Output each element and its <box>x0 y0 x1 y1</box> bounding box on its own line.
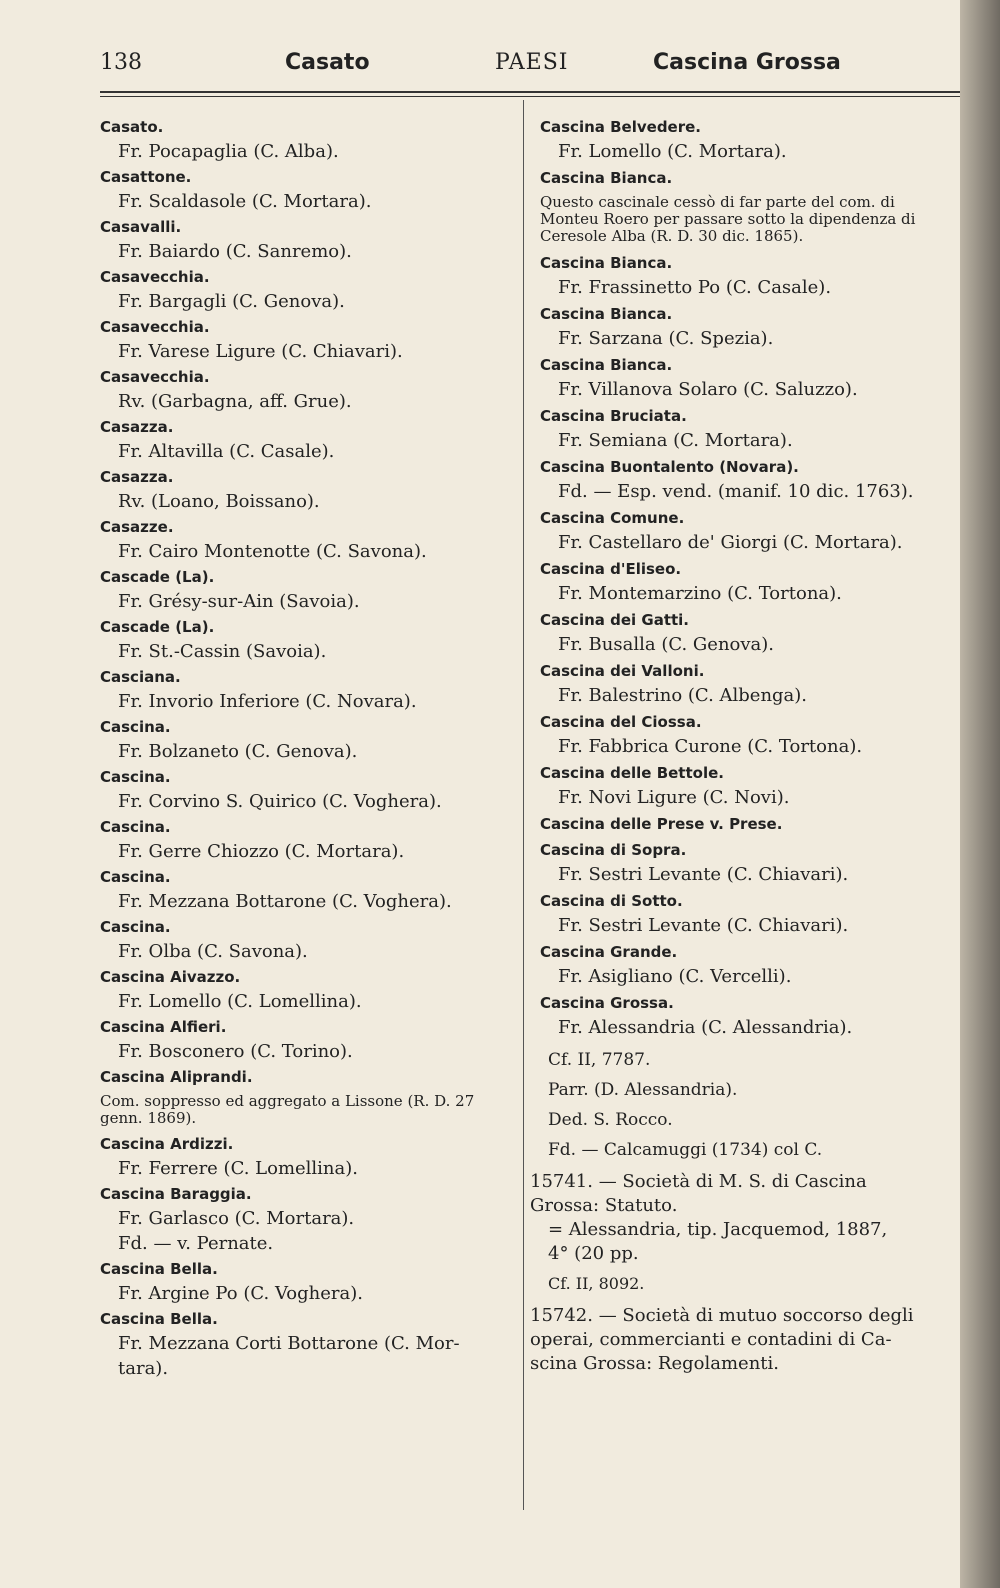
entry-line: Fr. Villanova Solaro (C. Saluzzo). <box>558 379 858 400</box>
entry-heading: Casattone. <box>100 168 192 186</box>
entry-heading: Cascina Bruciata. <box>540 407 687 425</box>
entry-line: Rv. (Loano, Boissano). <box>118 491 320 512</box>
entry-line: Fd. — v. Pernate. <box>118 1233 274 1254</box>
gazetteer-entry <box>90 215 510 264</box>
gazetteer-entry <box>530 251 950 300</box>
entry-heading: Cascina dei Valloni. <box>540 662 705 680</box>
entry-line: Fr. Olba (C. Savona). <box>118 941 308 962</box>
entry-heading: Casato. <box>100 118 164 136</box>
entry-heading: Cascina Grande. <box>540 943 678 961</box>
entry-line: Fr. Argine Po (C. Voghera). <box>118 1283 363 1304</box>
dedication-line: Ded. S. Rocco. <box>548 1110 673 1130</box>
gazetteer-entry <box>530 812 950 836</box>
page-number: 138 <box>100 50 142 75</box>
page-edge-shadow <box>960 0 1000 1588</box>
entry-line: Fr. Altavilla (C. Casale). <box>118 441 335 462</box>
entry-heading: Cascina Buontalento (Novara). <box>540 458 799 476</box>
entry-heading: Cascina Baraggia. <box>100 1185 252 1203</box>
entry-heading: Casazza. <box>100 468 174 486</box>
citation-line: 15741. — Società di M. S. di Cascina <box>530 1171 867 1192</box>
entry-line: Fr. Sestri Levante (C. Chiavari). <box>558 864 849 885</box>
gazetteer-entry <box>90 565 510 614</box>
gazetteer-entry <box>90 815 510 864</box>
gazetteer-entry <box>90 615 510 664</box>
entry-heading: Casazza. <box>100 418 174 436</box>
entry-heading: Cascina delle Bettole. <box>540 764 724 782</box>
entry-line: Fr. Sestri Levante (C. Chiavari). <box>558 915 849 936</box>
entry-line: Fr. Scaldasole (C. Mortara). <box>118 191 372 212</box>
entry-line: Fr. Novi Ligure (C. Novi). <box>558 787 790 808</box>
gazetteer-entry <box>90 665 510 714</box>
gazetteer-entry <box>530 761 950 810</box>
entry-line: Fr. Fabbrica Curone (C. Tortona). <box>558 736 863 757</box>
entry-heading: Casavecchia. <box>100 268 210 286</box>
bibliographic-citation <box>530 1296 950 1376</box>
entry-heading: Cascina. <box>100 718 171 736</box>
column-divider <box>523 100 524 1510</box>
gazetteer-entry <box>530 302 950 351</box>
entry-heading: Cascina Alfieri. <box>100 1018 227 1036</box>
gazetteer-entry <box>90 115 510 164</box>
gazetteer-entry <box>530 838 950 887</box>
entry-line: Fr. Mezzana Corti Bottarone (C. Mor- <box>118 1333 460 1354</box>
entry-line: Fr. Asigliano (C. Vercelli). <box>558 966 792 987</box>
entry-heading: Cascina di Sopra. <box>540 841 687 859</box>
gazetteer-entry <box>90 1307 510 1381</box>
entry-line: Fr. Cairo Montenotte (C. Savona). <box>118 541 427 562</box>
entry-heading: Cascina Bianca. <box>540 356 673 374</box>
gazetteer-entry <box>90 915 510 964</box>
gazetteer-entry <box>530 940 950 989</box>
gazetteer-entry <box>90 165 510 214</box>
entry-heading: Cascade (La). <box>100 568 215 586</box>
entry-line: Fr. Castellaro de' Giorgi (C. Mortara). <box>558 532 903 553</box>
entry-line: Fr. Lomello (C. Lomellina). <box>118 991 362 1012</box>
parish-line: Parr. (D. Alessandria). <box>548 1080 738 1100</box>
header-rule-thin <box>100 96 960 97</box>
entry-line: Fr. Lomello (C. Mortara). <box>558 141 787 162</box>
entry-heading: Cascina d'Eliseo. <box>540 560 682 578</box>
entry-line: Fr. Garlasco (C. Mortara). <box>118 1208 355 1229</box>
entry-heading: Cascina Aliprandi. <box>100 1068 253 1086</box>
entry-line: Fr. Bosconero (C. Torino). <box>118 1041 353 1062</box>
entry-line: Fr. Corvino S. Quirico (C. Voghera). <box>118 791 442 812</box>
entry-line: Fr. Mezzana Bottarone (C. Voghera). <box>118 891 452 912</box>
entry-heading: Cascina Comune. <box>540 509 685 527</box>
header-rule <box>100 91 960 93</box>
entry-heading: Cascina del Ciossa. <box>540 713 702 731</box>
citation-line: scina Grossa: Regolamenti. <box>530 1353 780 1374</box>
entry-line: Fr. Baiardo (C. Sanremo). <box>118 241 352 262</box>
entry-line: Fr. Bargagli (C. Genova). <box>118 291 345 312</box>
entry-heading: Cascina Grossa. <box>540 994 674 1012</box>
gazetteer-entry <box>530 991 950 1040</box>
entry-heading: Cascina. <box>100 768 171 786</box>
entry-heading: Casavalli. <box>100 218 182 236</box>
cross-reference: Cf. II, 7787. <box>548 1050 651 1070</box>
entry-heading: Cascina Ardizzi. <box>100 1135 234 1153</box>
entry-heading: Cascade (La). <box>100 618 215 636</box>
header-center-word: PAESI <box>495 50 569 75</box>
gazetteer-entry <box>90 515 510 564</box>
entry-line: Fr. Varese Ligure (C. Chiavari). <box>118 341 403 362</box>
gazetteer-entry <box>530 115 950 164</box>
gazetteer-entry <box>90 715 510 764</box>
gazetteer-entry <box>90 1257 510 1306</box>
gazetteer-entry <box>530 353 950 402</box>
gazetteer-entry <box>90 865 510 914</box>
entry-heading: Cascina Bella. <box>100 1260 218 1278</box>
entry-heading: Casavecchia. <box>100 318 210 336</box>
entry-heading: Cascina Bella. <box>100 1310 218 1328</box>
entry-heading: Cascina Belvedere. <box>540 118 701 136</box>
entry-line: Fr. Montemarzino (C. Tortona). <box>558 583 842 604</box>
entry-line: Fr. Gerre Chiozzo (C. Mortara). <box>118 841 405 862</box>
gazetteer-entry <box>90 1132 510 1181</box>
entry-heading: Cascina delle Prese v. Prese. <box>540 815 783 833</box>
entry-heading: Casavecchia. <box>100 368 210 386</box>
entry-line: tara). <box>118 1358 169 1379</box>
entry-heading: Cascina. <box>100 868 171 886</box>
gazetteer-entry <box>530 166 950 249</box>
gazetteer-entry <box>90 365 510 414</box>
right-column <box>530 115 950 1376</box>
gazetteer-entry <box>530 506 950 555</box>
gazetteer-entry <box>90 965 510 1014</box>
entry-line: Rv. (Garbagna, aff. Grue). <box>118 391 352 412</box>
citation-cross-reference: Cf. II, 8092. <box>548 1274 645 1293</box>
entry-line: Fr. Bolzaneto (C. Genova). <box>118 741 358 762</box>
entry-heading: Cascina. <box>100 918 171 936</box>
entry-heading: Cascina Bianca. <box>540 254 673 272</box>
gazetteer-entry <box>90 415 510 464</box>
entry-note: Com. soppresso ed aggregato a Lissone (R. D. 27 genn. 1869). <box>100 1092 475 1127</box>
entry-heading: Casciana. <box>100 668 181 686</box>
entry-heading: Cascina dei Gatti. <box>540 611 690 629</box>
gazetteer-entry <box>530 608 950 657</box>
entry-line: Fr. Sarzana (C. Spezia). <box>558 328 774 349</box>
entry-line: Fr. Ferrere (C. Lomellina). <box>118 1158 359 1179</box>
citation-line: operai, commercianti e contadini di Ca- <box>530 1329 892 1350</box>
gazetteer-entry <box>90 265 510 314</box>
gazetteer-entry <box>90 1182 510 1256</box>
header-right-word: Cascina Grossa <box>653 50 841 75</box>
entry-line: Fr. Alessandria (C. Alessandria). <box>558 1017 853 1038</box>
gazetteer-entry <box>90 1015 510 1064</box>
entry-note: Questo cascinale cessò di far parte del com. di Monteu Roero per passare sotto la dipendenza di Ceresole Alba (R. D. 30 dic. 1865). <box>540 193 916 245</box>
entry-heading: Cascina Bianca. <box>540 169 673 187</box>
entry-line: Fd. — Esp. vend. (manif. 10 dic. 1763). <box>558 481 914 502</box>
entry-line: Fr. Busalla (C. Genova). <box>558 634 775 655</box>
entry-heading: Cascina Aivazzo. <box>100 968 241 986</box>
entry-line: Fr. Invorio Inferiore (C. Novara). <box>118 691 417 712</box>
citation-line: = Alessandria, tip. Jacquemod, 1887, <box>548 1219 888 1240</box>
citation-line: Grossa: Statuto. <box>530 1195 678 1216</box>
entry-heading: Cascina Bianca. <box>540 305 673 323</box>
citation-line: 4° (20 pp. <box>548 1243 639 1264</box>
gazetteer-entry <box>530 404 950 453</box>
left-column <box>90 115 510 1382</box>
gazetteer-entry <box>530 557 950 606</box>
entry-heading: Casazze. <box>100 518 174 536</box>
gazetteer-entry <box>90 1065 510 1131</box>
gazetteer-entry <box>530 659 950 708</box>
gazetteer-entry <box>530 889 950 938</box>
entry-line: Fr. Semiana (C. Mortara). <box>558 430 793 451</box>
bibliographic-citation <box>530 1162 950 1296</box>
entry-heading: Cascina di Sotto. <box>540 892 683 910</box>
running-header <box>100 50 960 90</box>
entry-line: Fr. Balestrino (C. Albenga). <box>558 685 808 706</box>
feudal-line: Fd. — Calcamuggi (1734) col C. <box>548 1140 823 1160</box>
entry-heading: Cascina. <box>100 818 171 836</box>
citation-line: 15742. — Società di mutuo soccorso degli <box>530 1305 914 1326</box>
gazetteer-entry <box>90 315 510 364</box>
gazetteer-entry <box>90 465 510 514</box>
gazetteer-entry <box>90 765 510 814</box>
entry-line: Fr. Grésy-sur-Ain (Savoia). <box>118 591 360 612</box>
gazetteer-entry <box>530 455 950 504</box>
entry-line: Fr. Frassinetto Po (C. Casale). <box>558 277 832 298</box>
entry-line: Fr. Pocapaglia (C. Alba). <box>118 141 339 162</box>
header-left-word: Casato <box>285 50 370 75</box>
gazetteer-entry <box>530 710 950 759</box>
entry-line: Fr. St.-Cassin (Savoia). <box>118 641 327 662</box>
